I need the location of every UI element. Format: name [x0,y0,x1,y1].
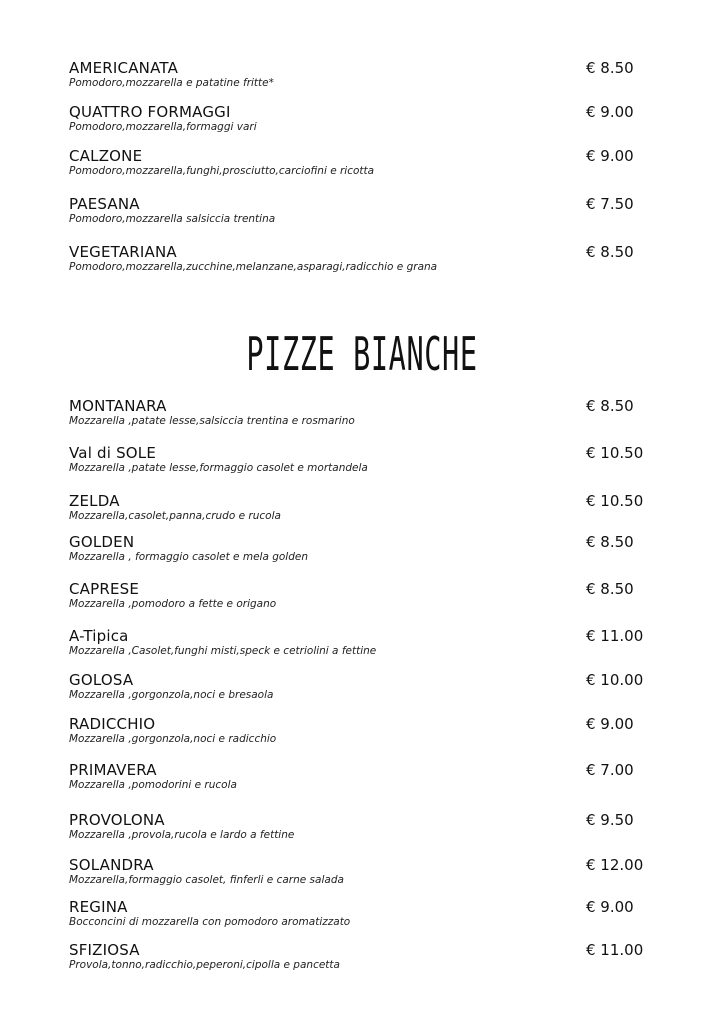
item-name: AMERICANATA [69,59,179,77]
menu-item [69,398,649,428]
item-description: Pomodoro,mozzarella,zucchine,melanzane,asparagi,radicchio e grana [69,261,438,273]
item-price: € 9.50 [586,811,634,829]
item-description: Mozzarella ,pomodorini e rucola [69,779,237,791]
item-description: Mozzarella , formaggio casolet e mela golden [69,551,309,563]
item-price: € 11.00 [586,627,644,645]
item-price: € 8.50 [586,533,634,551]
item-description: Pomodoro,mozzarella,formaggi vari [69,121,257,133]
item-price: € 7.00 [586,761,634,779]
menu-item [69,148,649,178]
menu-item [69,534,649,564]
item-price: € 10.50 [586,492,644,510]
item-price: € 10.50 [586,444,644,462]
menu-item [69,104,649,134]
item-description: Mozzarella ,provola,rucola e lardo a fettine [69,829,295,841]
item-description: Mozzarella,casolet,panna,crudo e rucola [69,510,281,522]
menu-item [69,445,649,475]
item-price: € 11.00 [586,941,644,959]
menu-item [69,672,649,702]
item-name: QUATTRO FORMAGGI [69,103,231,121]
menu-item [69,581,649,611]
item-name: GOLOSA [69,671,134,689]
item-description: Pomodoro,mozzarella,funghi,prosciutto,carciofini e ricotta [69,165,375,177]
item-description: Mozzarella ,patate lesse,formaggio casolet e mortandela [69,462,368,474]
item-description: Mozzarella ,gorgonzola,noci e radicchio [69,733,277,745]
item-description: Mozzarella,formaggio casolet, finferli e carne salada [69,874,344,886]
item-description: Pomodoro,mozzarella e patatine fritte* [69,77,274,89]
item-description: Mozzarella ,patate lesse,salsiccia trentina e rosmarino [69,415,355,427]
menu-item [69,899,649,929]
menu-item [69,196,649,226]
item-name: GOLDEN [69,533,135,551]
item-price: € 9.00 [586,898,634,916]
item-name: ZELDA [69,492,120,510]
item-description: Bocconcini di mozzarella con pomodoro aromatizzato [69,916,351,928]
item-name: SOLANDRA [69,856,154,874]
menu-item [69,762,649,792]
menu-item [69,244,649,274]
menu-item [69,942,649,972]
item-description: Mozzarella ,gorgonzola,noci e bresaola [69,689,274,701]
item-name: RADICCHIO [69,715,156,733]
item-price: € 8.50 [586,397,634,415]
item-name: MONTANARA [69,397,167,415]
item-description: Mozzarella ,pomodoro a fette e origano [69,598,277,610]
item-price: € 8.50 [586,243,634,261]
item-name: SFIZIOSA [69,941,140,959]
item-name: CALZONE [69,147,143,165]
menu-item [69,628,649,658]
item-description: Provola,tonno,radicchio,peperoni,cipolla e pancetta [69,959,340,971]
item-price: € 9.00 [586,147,634,165]
item-name: PAESANA [69,195,140,213]
item-price: € 10.00 [586,671,644,689]
item-price: € 9.00 [586,715,634,733]
item-name: Val di SOLE [69,444,157,462]
item-description: Pomodoro,mozzarella salsiccia trentina [69,213,276,225]
menu-item [69,493,649,523]
item-price: € 7.50 [586,195,634,213]
item-description: Mozzarella ,Casolet,funghi misti,speck e cetriolini a fettine [69,645,377,657]
menu-item [69,857,649,887]
menu-item [69,60,649,90]
item-price: € 8.50 [586,580,634,598]
item-name: A-Tipica [69,627,129,645]
menu-item [69,716,649,746]
item-price: € 9.00 [586,103,634,121]
item-price: € 8.50 [586,59,634,77]
section-title: PIZZE BIANCHE [246,327,478,381]
item-name: VEGETARIANA [69,243,177,261]
item-name: PRIMAVERA [69,761,157,779]
menu-item [69,812,649,842]
item-price: € 12.00 [586,856,644,874]
item-name: PROVOLONA [69,811,165,829]
item-name: CAPRESE [69,580,140,598]
item-name: REGINA [69,898,128,916]
